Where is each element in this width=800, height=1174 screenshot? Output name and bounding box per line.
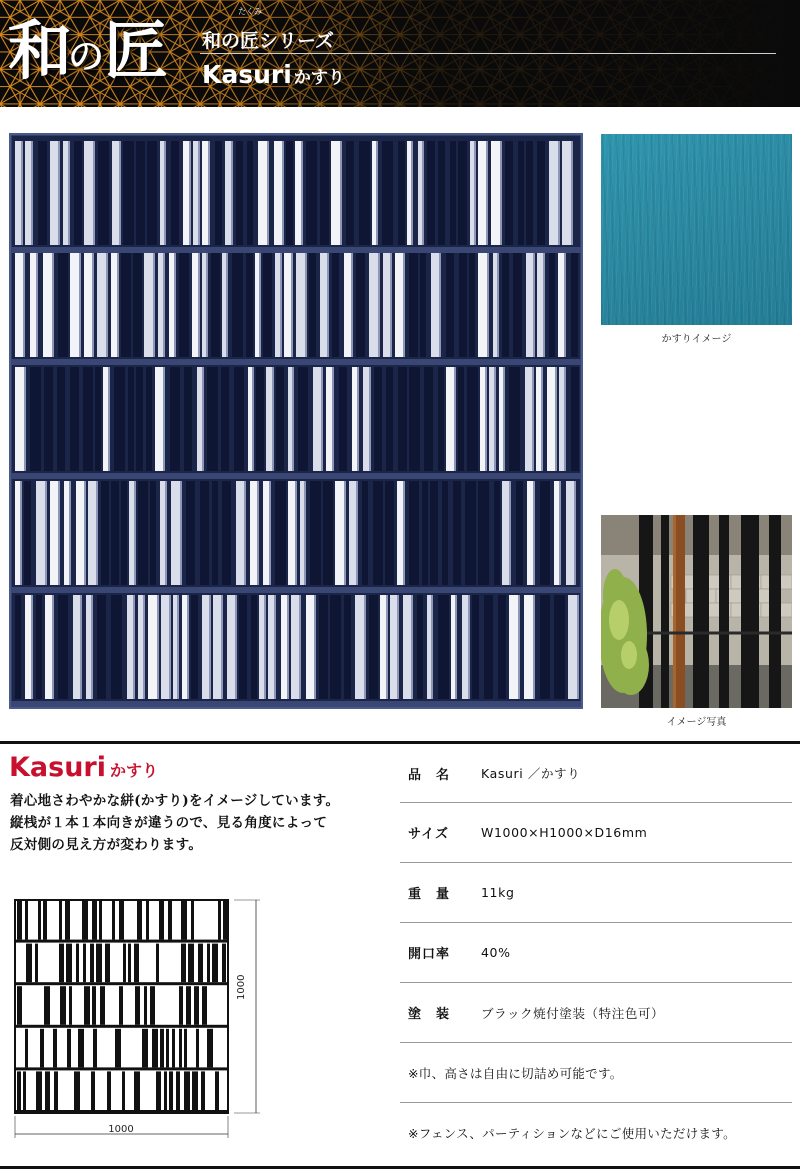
series-ruby: たくみ <box>238 7 262 16</box>
header-product-en: Kasuri <box>202 60 292 89</box>
spec-note-row <box>400 1103 792 1163</box>
product-name-jp: かすり <box>110 761 159 780</box>
header-rule <box>200 53 776 54</box>
spec-label: 重 量 <box>408 887 451 902</box>
scene-caption: イメージ写真 <box>666 717 727 728</box>
spec-row-size <box>400 803 792 863</box>
footer-divider <box>0 1166 800 1169</box>
series-title: 和の匠シリーズ <box>202 30 335 52</box>
product-panel-photo <box>9 133 583 709</box>
spec-value: ブラック焼付塗装（特注色可） <box>481 1005 665 1021</box>
kasuri-texture-image <box>601 134 792 325</box>
spec-value: 40% <box>481 945 511 960</box>
spec-note: ※フェンス、パーティションなどにご使用いただけます。 <box>408 1126 736 1141</box>
spec-value: W1000×H1000×D16mm <box>481 825 648 840</box>
installation-photo <box>601 515 792 708</box>
spec-value: Kasuri ／かすり <box>481 766 581 781</box>
spec-label: 塗 装 <box>408 1007 451 1022</box>
spec-value: 11kg <box>481 885 515 900</box>
product-name <box>9 752 158 783</box>
description-line: 縦桟が１本１本向きが違うので、見る角度によって <box>10 815 328 831</box>
spec-row-weight <box>400 863 792 923</box>
swatch-caption: かすりイメージ <box>661 334 732 345</box>
series-logo: 和の匠 <box>8 14 165 89</box>
spec-label: 品 名 <box>408 767 451 783</box>
header-product-title <box>202 60 345 89</box>
product-name-en: Kasuri <box>9 752 107 783</box>
width-dimension-label: 1000 <box>108 1124 134 1135</box>
spec-row-name <box>400 744 792 803</box>
spec-row-opening-ratio <box>400 923 792 983</box>
panel-line-drawing <box>8 890 270 1150</box>
spec-label: サイズ <box>408 827 449 842</box>
spec-note: ※巾、高さは自由に切詰め可能です。 <box>408 1065 623 1081</box>
description-line: 反対側の見え方が変わります。 <box>10 837 203 853</box>
height-dimension-label: 1000 <box>236 974 247 1000</box>
spec-note-row <box>400 1043 792 1103</box>
spec-label: 開口率 <box>408 947 451 962</box>
header-banner <box>0 0 800 107</box>
spec-table <box>400 744 792 1163</box>
header-product-jp: かすり <box>293 68 345 88</box>
spec-row-finish <box>400 983 792 1043</box>
product-description <box>10 790 390 856</box>
description-line: 着心地さわやかな絣(かすり)をイメージしています。 <box>10 793 340 809</box>
